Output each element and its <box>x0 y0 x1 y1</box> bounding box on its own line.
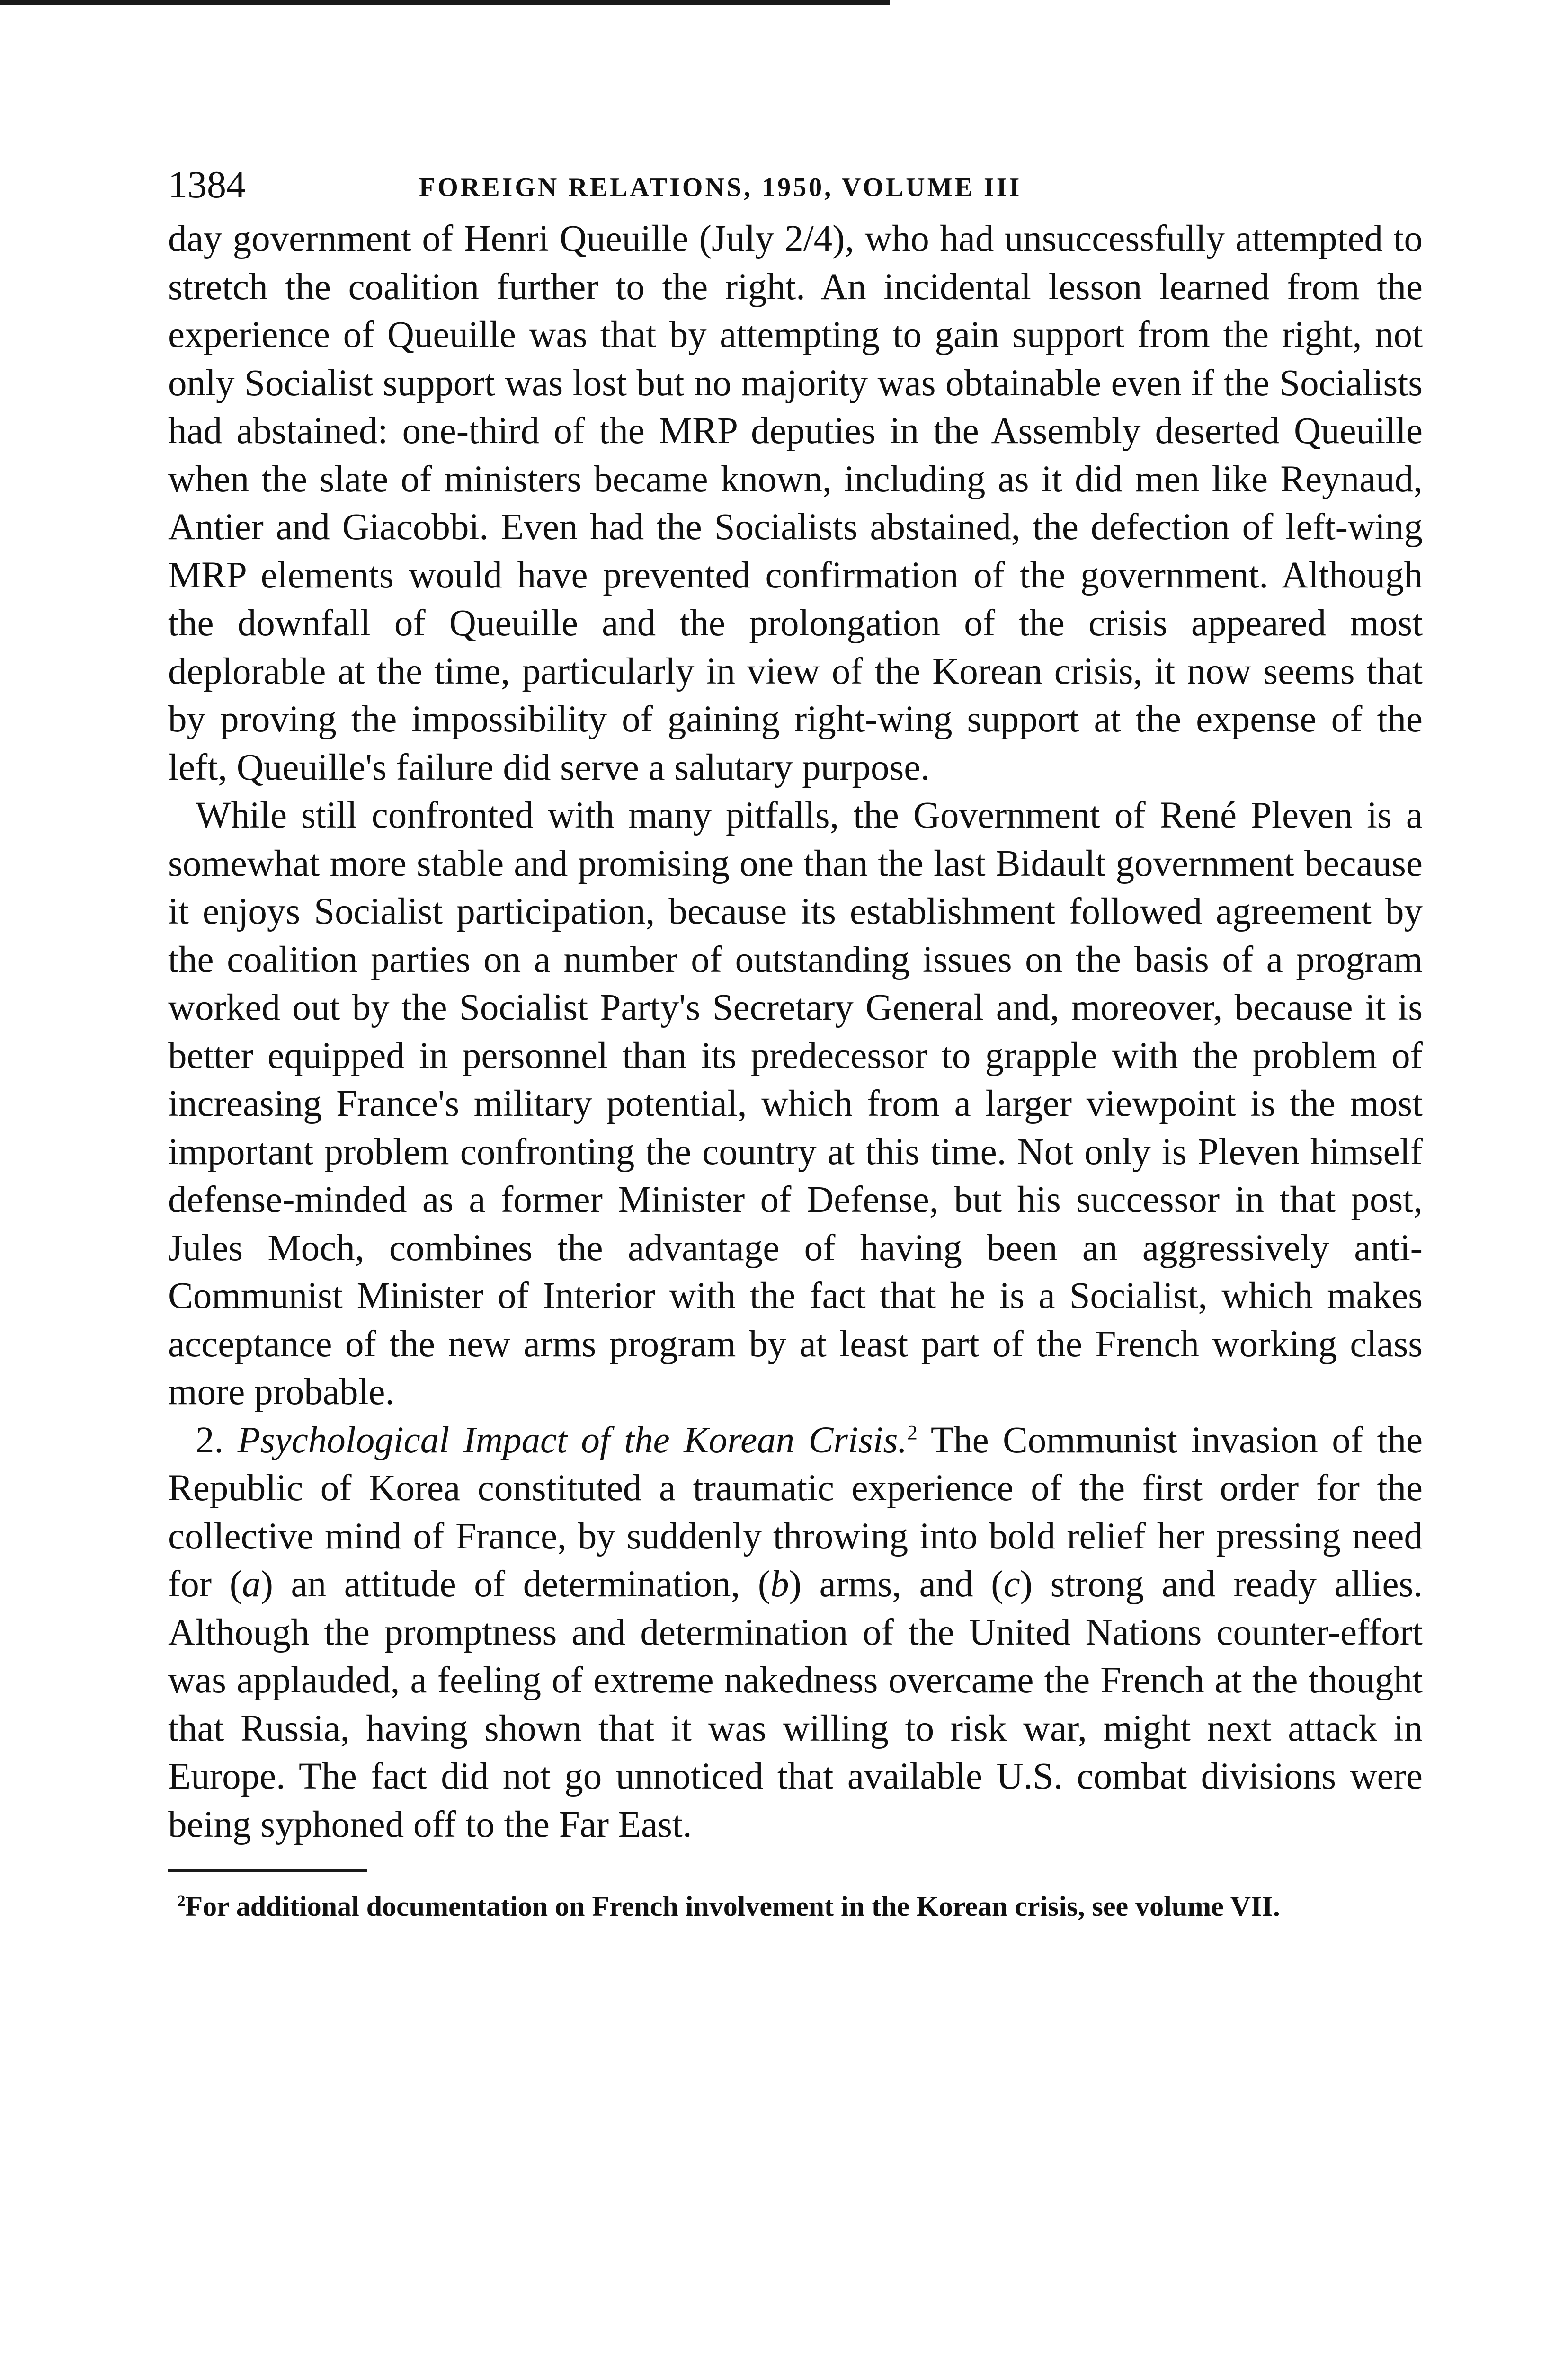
list-letter-c: c <box>1003 1564 1020 1605</box>
paragraph-text: ) an attitude of determination, ( <box>260 1564 771 1605</box>
list-letter-a: a <box>242 1564 261 1605</box>
footnote <box>168 1889 1423 1924</box>
section-heading: Psychological Impact of the Korean Crisis. <box>237 1419 908 1461</box>
footnote-text: For additional documentation on French involvement in the Korean crisis, see volume VII. <box>185 1891 1280 1922</box>
list-letter-b: b <box>770 1564 789 1605</box>
document-page <box>168 161 1423 1924</box>
footnote-marker: 2 <box>178 1893 186 1910</box>
footnote-reference[interactable]: 2 <box>907 1421 918 1444</box>
footnote-divider <box>168 1869 367 1872</box>
paragraph-text: ) strong and ready allies. Although the promptness and determination of the United Nations counter-effort was applauded, a feeling of extreme nakedness overcame the French at the thought that Russia, having shown that it was willing to risk war, might next attack in Europe. The fact did not go unnoticed that available U.S. combat divisions were being syphoned off to the Far East. <box>168 1564 1423 1845</box>
paragraph-queuille: day government of Henri Queuille (July 2/4), who had unsuccessfully attempted to stretch the coalition further to the right. An incidental lesson learned from the experience of Queuille was that by attempting to gain support from the right, not only Socialist support was lost but no majority was obtainable even if the Socialists had abstained: one-third of the MRP deputies in the Assembly deserted Queuille when the slate of ministers became known, including as it did men like Reynaud, Antier and Giacobbi. Even had the Socialists abstained, the defection of left-wing MRP elements would have prevented confirmation of the government. Although the downfall of Queuille and the prolongation of the crisis appeared most deplorable at the time, particularly in view of the Korean crisis, it now seems that by proving the impossibility of gaining right-wing support at the expense of the left, Queuille's failure did serve a salutary purpose. <box>168 218 1423 788</box>
paragraph-text: ) arms, and ( <box>789 1564 1004 1605</box>
paragraph-text: The Communist invasion of the Republic of Korea constituted a traumatic experience of the first order for the collective mind of France, by suddenly throwing into bold relief her pressing need for ( <box>168 1419 1423 1605</box>
paragraph-pleven: While still confronted with many pitfalls, the Government of René Pleven is a somewhat more stable and promising one than the last Bidault government because it enjoys Socialist participation, because its establishment followed agreement by the coalition parties on a number of outstanding issues on the basis of a program worked out by the Socialist Party's Secretary General and, moreover, because it is better equipped in personnel than its predecessor to grapple with the problem of increasing France's military potential, which from a larger viewpoint is the most important problem confronting the country at this time. Not only is Pleven himself defense-minded as a former Minister of Defense, but his successor in that post, Jules Moch, combines the advantage of having been an aggressively anti-Communist Minister of Interior with the fact that he is a Socialist, which makes acceptance of the new arms program by at least part of the French working class more probable. <box>168 795 1423 1413</box>
page-number: 1384 <box>168 163 246 206</box>
running-title: FOREIGN RELATIONS, 1950, VOLUME III <box>419 173 1022 202</box>
running-header <box>168 161 1423 208</box>
paragraph-korean-crisis <box>168 1416 1423 1849</box>
top-border-rule <box>0 0 890 5</box>
section-number: 2. <box>196 1419 224 1461</box>
